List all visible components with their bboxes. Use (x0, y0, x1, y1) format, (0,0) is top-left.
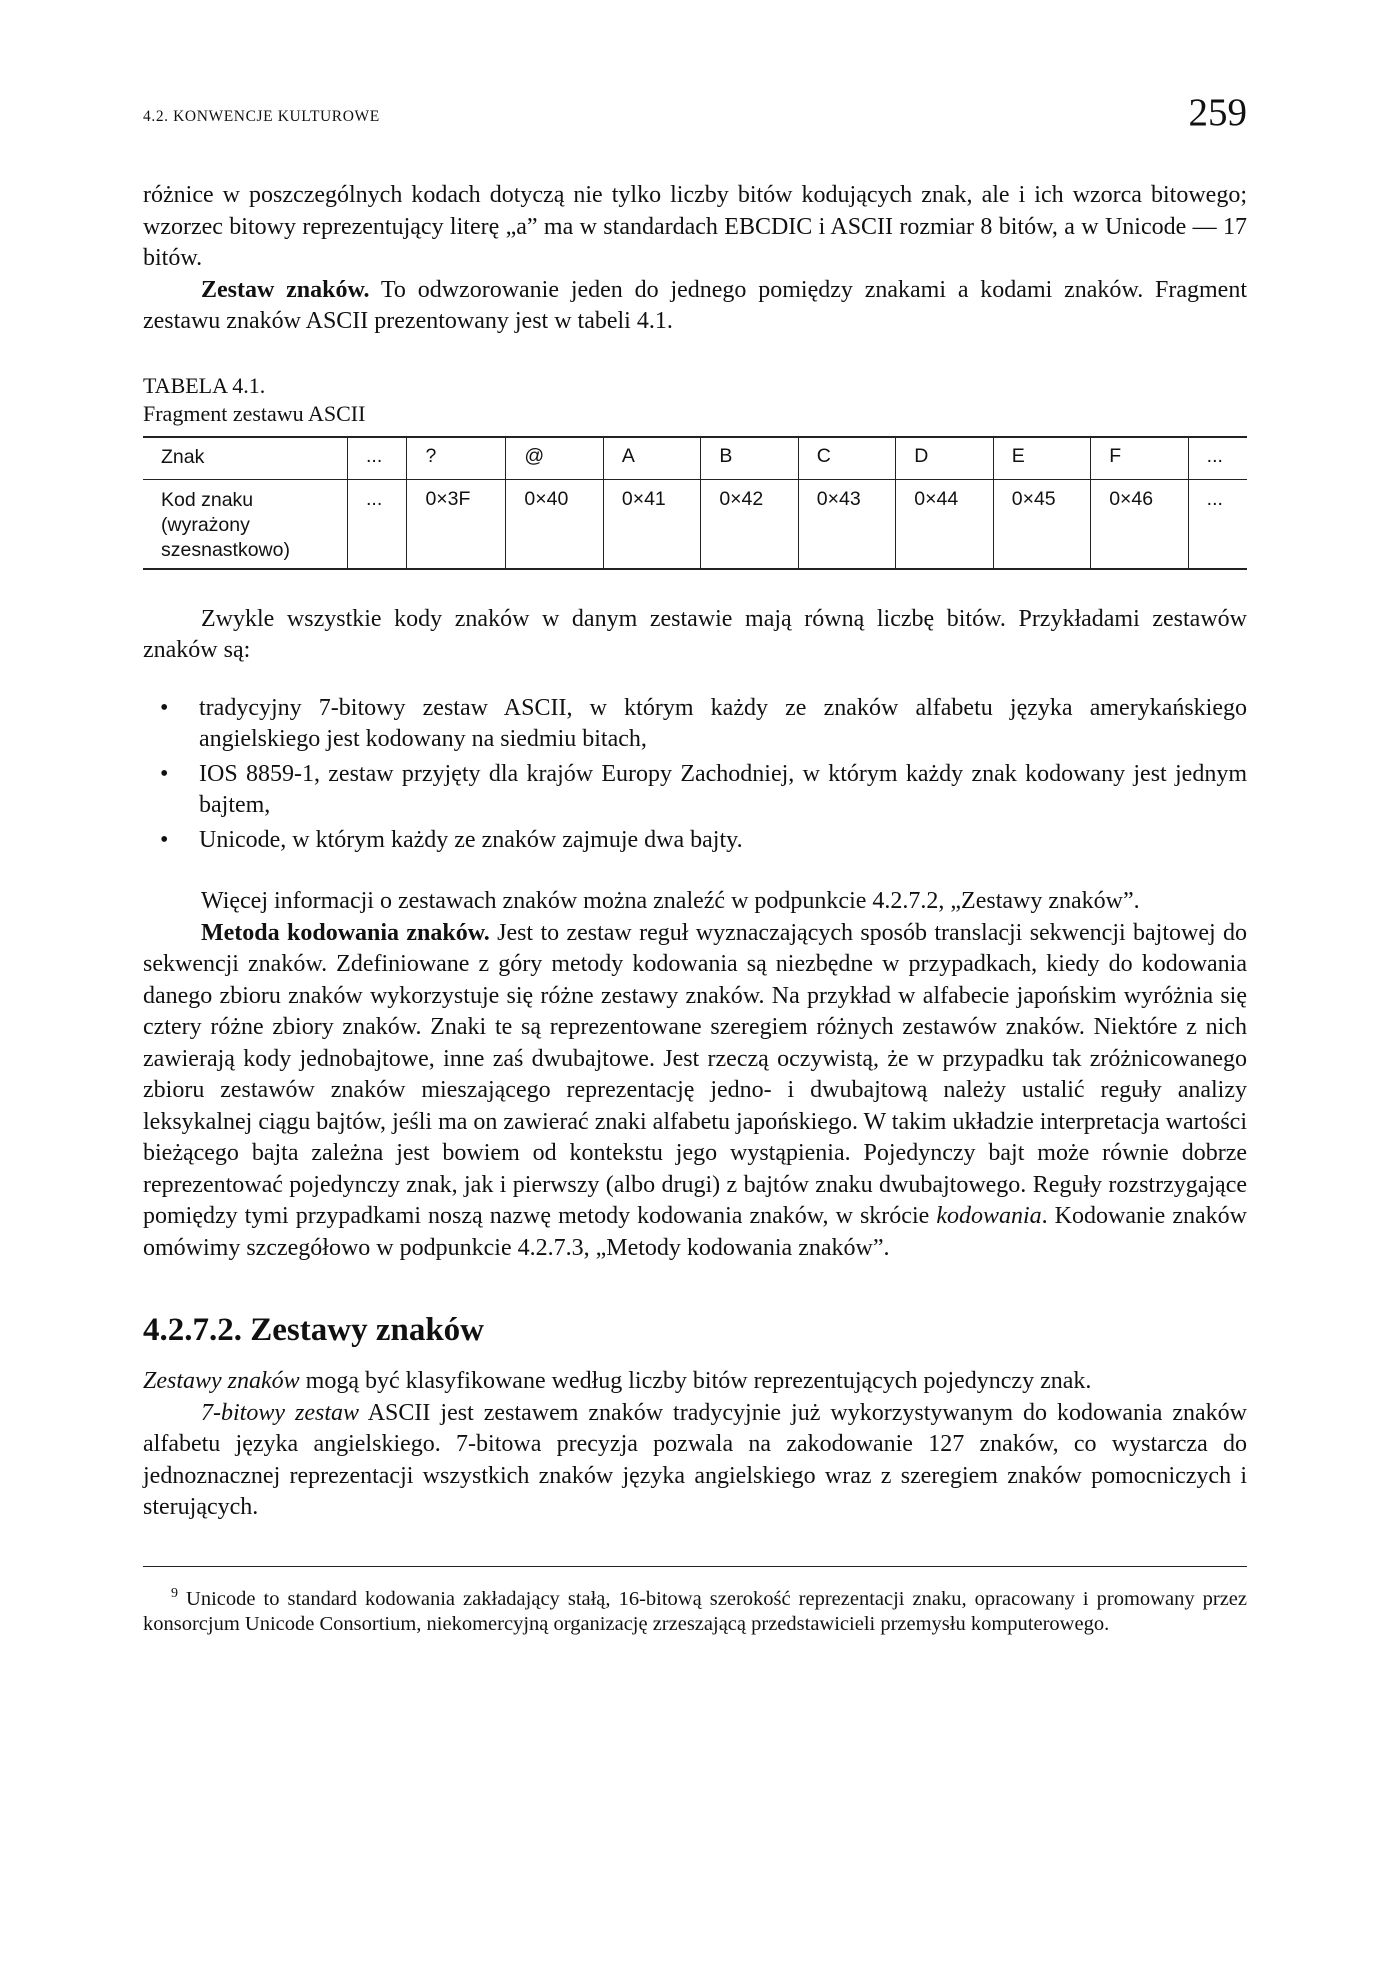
table-header-cell (143, 479, 348, 569)
section-heading: 4.2.7.2. Zestawy znaków (143, 1312, 485, 1348)
header-line: szesnastkowo) (161, 538, 290, 561)
table-cell: 0×46 (1091, 479, 1188, 569)
table-cell: C (798, 437, 895, 480)
footnote-number: 9 (171, 1585, 178, 1601)
table-cell: ... (1188, 479, 1247, 569)
list-item (143, 693, 1247, 756)
table-header-cell: Znak (143, 437, 348, 480)
table-cell: 0×42 (701, 479, 798, 569)
table-cell: E (993, 437, 1090, 480)
term-encoding-method: Metoda kodowania znaków. (201, 919, 490, 946)
list-item-text: tradycyjny 7-bitowy zestaw ASCII, w którym każdy ze znaków alfabetu języka amerykańskiego angielskiego jest kodowany na siedmiu bitach, (199, 694, 1247, 752)
table-cell: 0×40 (506, 479, 603, 569)
term-7bit-set: 7-bitowy zestaw (201, 1399, 360, 1426)
table-cell: ... (1188, 437, 1247, 480)
paragraph-encoding-method (143, 918, 1247, 1265)
ascii-table (143, 436, 1247, 570)
paragraph-text: mogą być klasyfikowane według liczby bitów reprezentujących pojedynczy znak. (299, 1368, 1092, 1394)
table-caption (143, 372, 1247, 428)
table-cell: 0×44 (896, 479, 993, 569)
list-item (143, 759, 1247, 822)
table-cell: ? (407, 437, 506, 480)
paragraph-text: ASCII jest zestawem znaków tradycyjnie już wykorzystywanym do kodowania znaków alfabetu języka angielskiego. 7-bitowa precyzja pozwala na zakodowanie 127 znaków, co wystarcza do jednoznacznej reprezentacji wszystkich znaków języka angielskiego wraz z szeregiem znaków pomocniczych i sterujących. (143, 1399, 1248, 1520)
term-kodowania: kodowania (936, 1203, 1042, 1229)
table-title: Fragment zestawu ASCII (143, 400, 366, 426)
header-line: (wyrażony (161, 513, 250, 536)
paragraph-equal-bits: Zwykle wszystkie kody znaków w danym zestawie mają równą liczbę bitów. Przykładami zestawów znaków są: (143, 605, 1247, 663)
paragraph-text: Jest to zestaw reguł wyznaczających sposób translacji sekwencji bajtowej do sekwencji znaków. Zdefiniowane z góry metody kodowania są niezbędne w przypadkach, kiedy do kodowania danego zbioru znaków wykorzystuje się różne zestawy znaków. Na przykład w alfabecie japońskim wyróżnia się cztery różne zbiory znaków. Znaki te są reprezentowane szeregiem różnych zestawów znaków. Niektóre z nich zawierają kody jednobajtowe, inne zaś dwubajtowe. Jest rzeczą oczywistą, że w przypadku tak zróżnicowanego zbioru zestawów znaków mieszającego reprezentację jedno- i dwubajtową należy ustalić reguły analizy leksykalnej ciągu bajtów, jeśli ma on zawierać znaki alfabetu japońskiego. W takim układzie interpretacja wartości bieżącego bajta zależna jest bowiem od kontekstu jego wystąpienia. Pojedynczy bajt może równie dobrze reprezentować pojedynczy znak, jak i pierwszy (albo drugi) z bajtów znaku dwubajtowego. Reguły rozstrzygające pomiędzy tymi przypadkami noszą nazwę metody kodowania znaków, w skrócie (143, 919, 1247, 1229)
list-item-text: IOS 8859-1, zestaw przyjęty dla krajów Europy Zachodniej, w którym każdy znak kodowany jest jednym bajtem, (199, 760, 1247, 818)
bullet-icon: • (160, 760, 169, 787)
table-row-characters (143, 437, 1247, 480)
table-label: TABELA 4.1. (143, 372, 266, 398)
table-cell: ... (348, 479, 407, 569)
bullet-icon: • (160, 694, 169, 721)
page (143, 90, 1247, 1658)
bullet-list (143, 693, 1247, 857)
table-row-codes (143, 479, 1247, 569)
paragraph-bit-patterns: różnice w poszczególnych kodach dotyczą nie tylko liczby bitów kodujących znak, ale i ich wzorca bitowego; wzorzec bitowy reprezentujący literę „a” ma w standardach EBCDIC i ASCII rozmiar 8 bitów, a w Unicode — 17 bitów. (143, 182, 1247, 271)
table-cell: A (603, 437, 700, 480)
table-cell: 0×3F (407, 479, 506, 569)
table-cell: 0×43 (798, 479, 895, 569)
table-cell: B (701, 437, 798, 480)
table-cell: F (1091, 437, 1188, 480)
table-cell: @ (506, 437, 603, 480)
term-character-set: Zestaw znaków. (201, 276, 370, 303)
table-cell: 0×45 (993, 479, 1090, 569)
running-title: 4.2. KONWENCJE KULTUROWE (143, 108, 380, 125)
bullet-icon: • (160, 826, 169, 853)
paragraph-text: To odwzorowanie jeden do jednego pomiędzy znakami a kodami znaków. Fragment zestawu znaków ASCII prezentowany jest w tabeli 4.1. (143, 276, 1247, 334)
footnote (143, 1581, 1247, 1638)
header-line: Kod znaku (161, 488, 254, 511)
paragraph-more-info: Więcej informacji o zestawach znaków można znaleźć w podpunkcie 4.2.7.2, „Zestawy znaków”. (201, 888, 1140, 914)
paragraph-character-set-definition (143, 275, 1247, 338)
list-item (143, 825, 1247, 857)
table-cell: ... (348, 437, 407, 480)
table-cell: D (896, 437, 993, 480)
footnote-divider (143, 1566, 1247, 1567)
running-head (143, 90, 1247, 140)
paragraph-7bit-set (143, 1398, 1247, 1524)
paragraph-classification (143, 1366, 1247, 1398)
footnote-text: Unicode to standard kodowania zakładający stałą, 16-bitową szerokość reprezentacji znaku, opracowany i promowany przez konsorcjum Unicode Consortium, niekomercyjną organizację zrzeszającą przedstawicieli przemysłu komputerowego. (143, 1587, 1247, 1636)
list-item-text: Unicode, w którym każdy ze znaków zajmuje dwa bajty. (199, 826, 743, 853)
table-cell: 0×41 (603, 479, 700, 569)
term-character-sets: Zestawy znaków (143, 1368, 300, 1394)
page-number: 259 (1188, 91, 1247, 134)
paragraph-text: . Kodowanie znaków omówimy szczegółowo w podpunkcie 4.2.7.3, „Metody kodowania znaków”. (143, 1203, 1247, 1261)
